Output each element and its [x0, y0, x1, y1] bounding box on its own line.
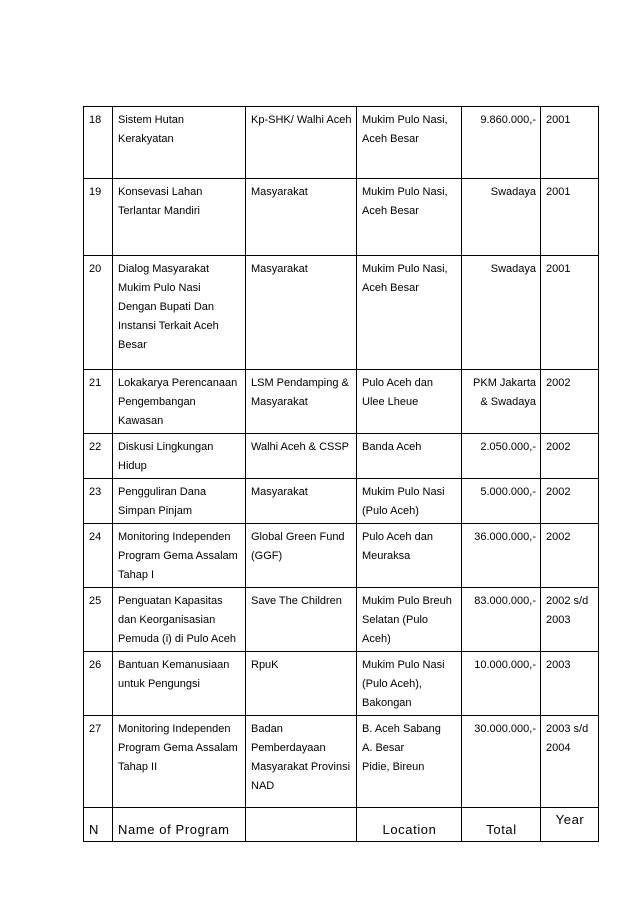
- cell-program: [113, 479, 246, 524]
- cell-line: A. Besar: [362, 742, 405, 754]
- cell-no: 21: [84, 370, 113, 434]
- cell-line: dan Keorganisasian: [118, 614, 216, 626]
- table-row: [84, 652, 599, 716]
- cell-line: Bantuan Kemanusiaan: [118, 659, 230, 671]
- cell-line: B. Aceh Sabang: [362, 723, 441, 735]
- table-row: [84, 370, 599, 434]
- cell-program: [113, 652, 246, 716]
- header-total: Total: [462, 808, 541, 842]
- cell-line: Besar: [118, 339, 147, 351]
- cell-line: Pemberdayaan: [251, 742, 326, 754]
- cell-line: Masyarakat: [251, 396, 308, 408]
- cell-line: & Swadaya: [480, 396, 536, 408]
- cell-line: Program Gema Assalam: [118, 550, 238, 562]
- cell-line: (Pulo Aceh): [362, 505, 419, 517]
- cell-no: 18: [84, 107, 113, 179]
- cell-location: [357, 524, 462, 588]
- cell-partner: [246, 479, 357, 524]
- cell-total: [462, 479, 541, 524]
- cell-line: Mukim Pulo Nasi: [362, 486, 445, 498]
- cell-total: [462, 588, 541, 652]
- cell-program: [113, 434, 246, 479]
- program-table: [83, 106, 599, 842]
- cell-line: Lokakarya Perencanaan: [118, 377, 238, 389]
- cell-partner: [246, 179, 357, 256]
- cell-line: 36.000.000,-: [474, 531, 536, 543]
- cell-total: [462, 256, 541, 370]
- cell-line: Mukim Pulo Nasi: [118, 282, 201, 294]
- table-row: [84, 434, 599, 479]
- cell-line: Pulo Aceh dan: [362, 531, 433, 543]
- table-row: [84, 107, 599, 179]
- cell-line: Simpan Pinjam: [118, 505, 192, 517]
- cell-line: Badan: [251, 723, 283, 735]
- table-row: [84, 256, 599, 370]
- cell-no: 25: [84, 588, 113, 652]
- cell-line: Sistem Hutan: [118, 114, 185, 126]
- cell-partner: [246, 588, 357, 652]
- cell-line: Swadaya: [490, 186, 536, 198]
- cell-line: 2002: [546, 486, 571, 498]
- cell-line: Masyarakat Provinsi: [251, 761, 351, 773]
- cell-partner: [246, 434, 357, 479]
- cell-line: Tahap I: [118, 569, 155, 581]
- cell-line: Banda Aceh: [362, 441, 422, 453]
- cell-total: [462, 716, 541, 808]
- cell-location: [357, 179, 462, 256]
- cell-line: 2.050.000,-: [480, 441, 536, 453]
- cell-year: [541, 256, 599, 370]
- cell-total: [462, 652, 541, 716]
- cell-program: [113, 256, 246, 370]
- cell-partner: [246, 716, 357, 808]
- cell-line: Pengguliran Dana: [118, 486, 207, 498]
- cell-line: Bakongan: [362, 697, 412, 709]
- table-row: [84, 588, 599, 652]
- cell-no: 19: [84, 179, 113, 256]
- cell-program: [113, 179, 246, 256]
- cell-line: Mukim Pulo Nasi,: [362, 186, 448, 198]
- cell-line: Kerakyatan: [118, 133, 174, 145]
- cell-program: [113, 370, 246, 434]
- cell-location: [357, 479, 462, 524]
- cell-no: 22: [84, 434, 113, 479]
- cell-partner: [246, 370, 357, 434]
- cell-line: untuk Pengungsi: [118, 678, 200, 690]
- cell-line: 2002: [546, 377, 571, 389]
- cell-line: Monitoring Independen: [118, 723, 231, 735]
- cell-line: Selatan (Pulo: [362, 614, 429, 626]
- cell-program: [113, 107, 246, 179]
- cell-line: Aceh Besar: [362, 205, 419, 217]
- cell-total: [462, 107, 541, 179]
- cell-line: Global Green Fund: [251, 531, 345, 543]
- cell-line: Pulo Aceh dan: [362, 377, 433, 389]
- cell-line: Instansi Terkait Aceh: [118, 320, 219, 332]
- cell-year: [541, 716, 599, 808]
- cell-line: Hidup: [118, 460, 147, 472]
- table-row: [84, 716, 599, 808]
- cell-line: 2002: [546, 531, 571, 543]
- cell-line: Masyarakat: [251, 486, 308, 498]
- table-row: [84, 479, 599, 524]
- cell-line: Ulee Lheue: [362, 396, 419, 408]
- cell-line: Pidie, Bireun: [362, 761, 425, 773]
- cell-line: NAD: [251, 780, 275, 792]
- cell-line: Aceh): [362, 633, 391, 645]
- cell-location: [357, 434, 462, 479]
- cell-line: 2004: [546, 742, 571, 754]
- cell-line: Aceh Besar: [362, 133, 419, 145]
- cell-year: [541, 434, 599, 479]
- header-no: N: [84, 808, 113, 842]
- cell-line: Meuraksa: [362, 550, 411, 562]
- cell-line: (Pulo Aceh),: [362, 678, 422, 690]
- cell-line: Mukim Pulo Nasi,: [362, 263, 448, 275]
- cell-partner: [246, 652, 357, 716]
- header-partner: [246, 808, 357, 842]
- cell-line: 83.000.000,-: [474, 595, 536, 607]
- cell-line: Pengembangan: [118, 396, 196, 408]
- cell-partner: [246, 256, 357, 370]
- cell-location: [357, 370, 462, 434]
- cell-line: Save The Children: [251, 595, 342, 607]
- cell-no: 27: [84, 716, 113, 808]
- cell-line: Swadaya: [490, 263, 536, 275]
- cell-line: Aceh Besar: [362, 282, 419, 294]
- cell-partner: [246, 524, 357, 588]
- table-row: [84, 179, 599, 256]
- cell-no: 20: [84, 256, 113, 370]
- cell-line: Tahap II: [118, 761, 158, 773]
- cell-location: [357, 256, 462, 370]
- cell-year: [541, 479, 599, 524]
- cell-line: 2001: [546, 186, 571, 198]
- table-row: [84, 524, 599, 588]
- cell-line: Terlantar Mandiri: [118, 205, 200, 217]
- cell-line: (GGF): [251, 550, 283, 562]
- cell-program: [113, 716, 246, 808]
- cell-program: [113, 524, 246, 588]
- cell-line: Konsevasi Lahan: [118, 186, 203, 198]
- cell-line: Masyarakat: [251, 186, 308, 198]
- cell-location: [357, 588, 462, 652]
- cell-year: [541, 179, 599, 256]
- cell-year: [541, 524, 599, 588]
- cell-total: [462, 524, 541, 588]
- cell-line: 9.860.000,-: [480, 114, 536, 126]
- cell-line: Dialog Masyarakat: [118, 263, 210, 275]
- cell-line: Diskusi Lingkungan: [118, 441, 214, 453]
- cell-line: 2002 s/d: [546, 595, 589, 607]
- cell-program: [113, 588, 246, 652]
- cell-line: Mukim Pulo Nasi,: [362, 114, 448, 126]
- cell-line: RpuK: [251, 659, 279, 671]
- cell-line: Program Gema Assalam: [118, 742, 238, 754]
- header-program: Name of Program: [113, 808, 246, 842]
- cell-total: [462, 370, 541, 434]
- cell-line: Masyarakat: [251, 263, 308, 275]
- cell-line: Mukim Pulo Nasi: [362, 659, 445, 671]
- cell-no: 24: [84, 524, 113, 588]
- cell-line: Mukim Pulo Breuh: [362, 595, 452, 607]
- cell-line: LSM Pendamping &: [251, 377, 349, 389]
- column-header-row: [84, 808, 599, 842]
- cell-year: [541, 370, 599, 434]
- cell-no: 23: [84, 479, 113, 524]
- cell-line: 2003: [546, 614, 571, 626]
- cell-line: Kawasan: [118, 415, 164, 427]
- cell-line: 2001: [546, 263, 571, 275]
- header-location: Location: [357, 808, 462, 842]
- cell-line: 2001: [546, 114, 571, 126]
- cell-partner: [246, 107, 357, 179]
- cell-location: [357, 716, 462, 808]
- cell-total: [462, 179, 541, 256]
- cell-line: 10.000.000,-: [474, 659, 536, 671]
- cell-no: 26: [84, 652, 113, 716]
- cell-line: PKM Jakarta: [473, 377, 536, 389]
- cell-year: [541, 652, 599, 716]
- cell-year: [541, 588, 599, 652]
- header-year: Year: [541, 808, 599, 842]
- cell-line: Penguatan Kapasitas: [118, 595, 223, 607]
- cell-total: [462, 434, 541, 479]
- cell-line: 30.000.000,-: [474, 723, 536, 735]
- cell-line: Dengan Bupati Dan: [118, 301, 215, 313]
- cell-line: Kp-SHK/ Walhi Aceh: [251, 114, 352, 126]
- cell-year: [541, 107, 599, 179]
- cell-line: 2003: [546, 659, 571, 671]
- cell-location: [357, 652, 462, 716]
- cell-line: Walhi Aceh & CSSP: [251, 441, 350, 453]
- cell-line: 2003 s/d: [546, 723, 589, 735]
- cell-line: 2002: [546, 441, 571, 453]
- cell-line: Pemuda (i) di Pulo Aceh: [118, 633, 237, 645]
- cell-location: [357, 107, 462, 179]
- cell-line: 5.000.000,-: [480, 486, 536, 498]
- cell-line: Monitoring Independen: [118, 531, 231, 543]
